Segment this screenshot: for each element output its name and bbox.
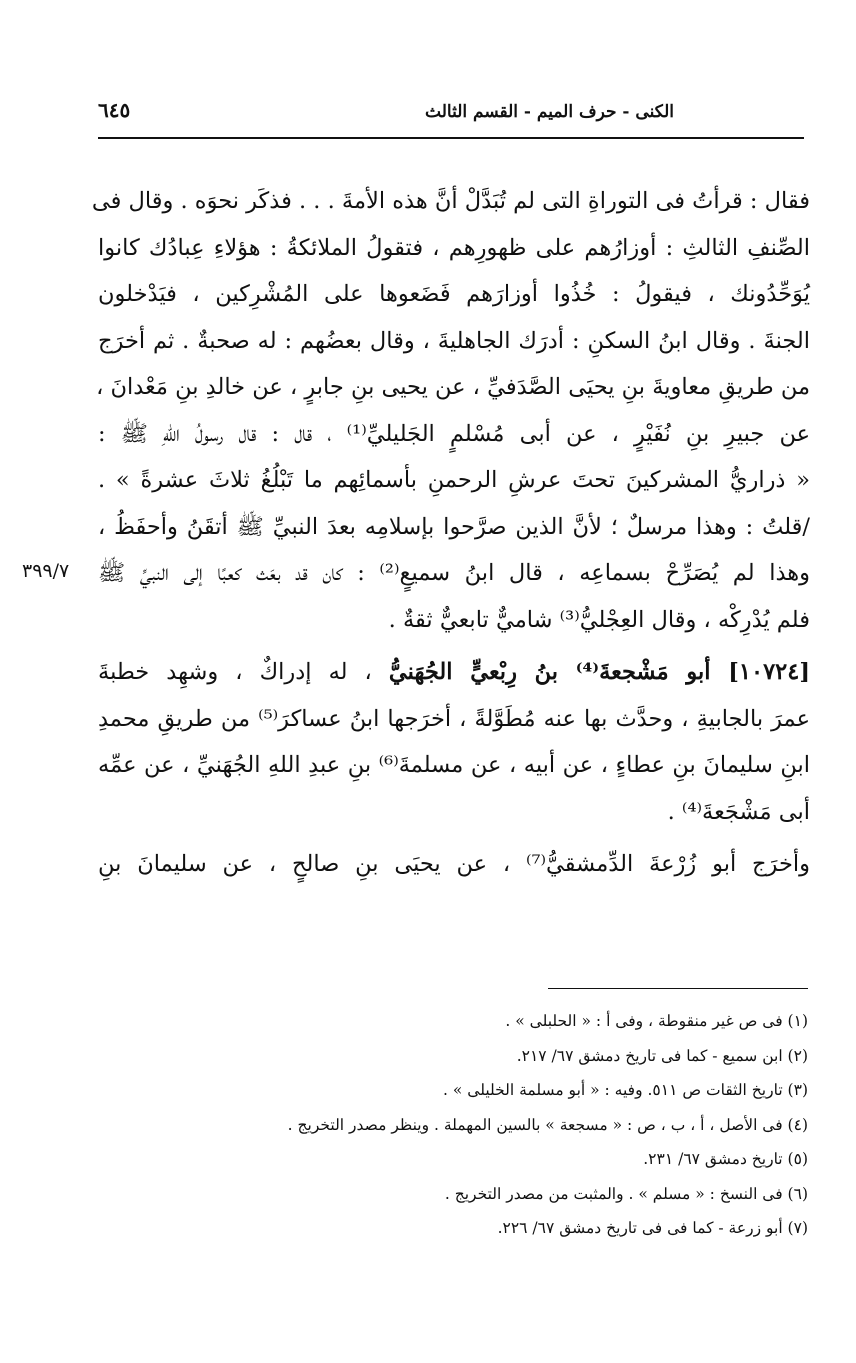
text-line: يُوَحِّدُونك ، فيقولُ : خُذُوا أوزارَهم فَضَعوها على المُشْرِكين ، فيَدْخلون bbox=[98, 281, 810, 307]
footnote-rule bbox=[548, 988, 808, 989]
footnote: (٢) ابن سميع - كما فى تاريخ دمشق ٦٧/ ٢١٧. bbox=[516, 1046, 808, 1065]
main-text bbox=[91, 178, 811, 888]
text-line: /قلتُ : وهذا مرسلٌ ؛ لأنَّ الذين صرَّحوا بإسلامِه بعدَ النبيِّ ﷺ أتقَنُ وأحفَظُ ، bbox=[98, 513, 810, 540]
header-rule bbox=[98, 137, 804, 139]
text-line: عن جبيرِ بنِ نُفَيْرٍ ، عن أبى مُسْلمٍ الجَليليِّ⁽¹⁾ ، قال : قال رسولُ اللهِ ﷺ : bbox=[98, 420, 810, 447]
footnotes bbox=[188, 1004, 808, 1246]
footnote: (٦) فى النسخ : « مسلم » . والمثبت من مصدر التخريج . bbox=[444, 1184, 808, 1203]
text-line: الجنةَ . وقال ابنُ السكنِ : أدرَك الجاهليةَ ، وقال بعضُهم : له صحبةٌ . ثم أخرَج bbox=[98, 327, 810, 354]
running-header bbox=[98, 98, 804, 128]
header-title: الكنى - حرف الميم - القسم الثالث bbox=[425, 102, 674, 122]
text-line: فقال : قرأتُ فى التوراةِ التى لم تُبَدَّلْ أنَّ هذه الأمةَ . . . فذكَر نحوَه . وقال فى bbox=[91, 188, 810, 214]
text-line: من طريقِ معاويةَ بنِ يحيَى الصَّدَفيِّ ، عن يحيى بنِ جابرٍ ، عن خالدِ بنِ مَعْدانَ ، bbox=[96, 374, 810, 400]
text-line: ابنِ سليمانَ بنِ عطاءٍ ، عن أبيه ، عن مسلمةَ⁽⁶⁾ بنِ عبدِ اللهِ الجُهَنيِّ ، عن عمِّه bbox=[98, 752, 810, 778]
footnote: (١) فى ص غير منقوطة ، وفى أ : « الحلبلى » . bbox=[505, 1012, 808, 1030]
footnote: (٣) تاريخ الثقات ص ٥١١. وفيه : « أبو مسلمة الخليلى » . bbox=[443, 1081, 808, 1099]
footnote: (٥) تاريخ دمشق ٦٧/ ٢٣١. bbox=[643, 1150, 808, 1168]
entry-heading-line bbox=[98, 649, 810, 696]
margin-reference: ٣٩٩/٧ bbox=[22, 560, 70, 582]
page-number: ٦٤٥ bbox=[98, 98, 131, 122]
text-line: وهذا لم يُصَرِّحْ بسماعِه ، قال ابنُ سميعٍ⁽²⁾ : كان قد بعَث كعبًا إلى النبيِّ ﷺ bbox=[98, 560, 810, 586]
text-line: الصِّنفِ الثالثِ : أوزارُهم على ظهورِهم ، فتقولُ الملائكةُ : هؤلاءِ عِبادُك كانوا bbox=[98, 234, 810, 261]
text-line: « ذراريُّ المشركينَ تحتَ عرشِ الرحمنِ بأسمائِهم ما تَبْلُغُ ثلاثَ عشرةً » . bbox=[98, 467, 810, 493]
text-line: أبى مَشْجَعةَ⁽⁴⁾ . bbox=[667, 798, 810, 825]
footnote: (٤) فى الأصل ، أ ، ب ، ص : « مسجعة » بالسين المهملة . وينظر مصدر التخريج . bbox=[287, 1115, 808, 1134]
entry-heading-tail: ، له إدراكٌ ، وشهِد خطبةَ bbox=[98, 659, 372, 685]
footnote: (٧) أبو زرعة - كما فى فى تاريخ دمشق ٦٧/ ٢٢٦. bbox=[497, 1219, 808, 1237]
text-line: وأخرَج أبو زُرْعةَ الدِّمشقيُّ⁽⁷⁾ ، عن يحيَى بنِ صالحٍ ، عن سليمانَ بنِ bbox=[98, 851, 811, 877]
entry-heading: [١٠٧٢٤] أبو مَشْجعةَ⁽⁴⁾ بنُ رِبْعيٍّ الجُهَنيُّ bbox=[388, 659, 811, 685]
text-line: عمرَ بالجابيةِ ، وحدَّث بها عنه مُطَوَّلةً ، أخرَجها ابنُ عساكرَ⁽⁵⁾ من طريقِ محمدِ bbox=[98, 705, 810, 732]
text-line: فلم يُدْرِكْه ، وقال العِجْليُّ⁽³⁾ شاميٌّ تابعيٌّ ثقةٌ . bbox=[388, 606, 810, 633]
